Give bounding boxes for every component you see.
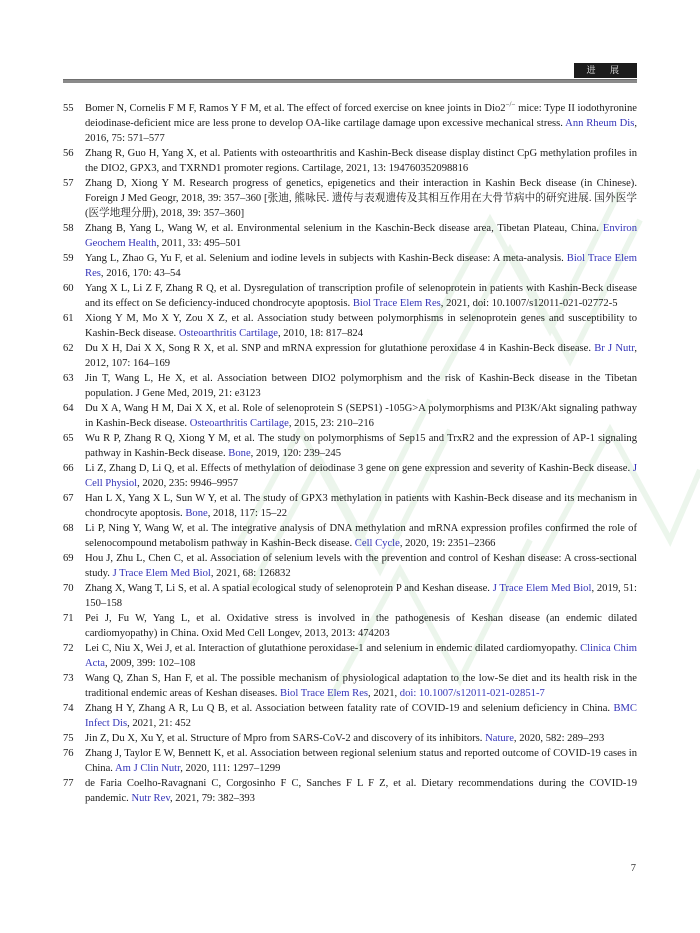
reference-number: 67 xyxy=(63,493,74,504)
journal-link[interactable]: Osteoarthritis Cartilage xyxy=(189,418,289,429)
reference-text: , 2009, 399: 102–108 xyxy=(105,658,196,669)
reference-text: Bomer N, Cornelis F M F, Ramos Y F M, et al. The effect of forced exercise on knee joints in Dio2 xyxy=(85,103,506,114)
reference-number: 76 xyxy=(63,748,74,759)
journal-link[interactable]: Clinica Chim Acta xyxy=(85,643,637,669)
journal-link[interactable]: Biol Trace Elem Res xyxy=(85,253,637,279)
running-head-label: 进 展 xyxy=(574,63,637,78)
reference-item xyxy=(63,581,637,611)
reference-text: Li P, Ning Y, Wang W, et al. The integrative analysis of DNA methylation and mRNA expression profiles confirmed the role of selenocompound metabolism pathway in Kashin-Beck disease. xyxy=(85,523,637,549)
reference-item xyxy=(63,551,637,581)
reference-item xyxy=(63,671,637,701)
reference-text: Han L X, Yang X L, Sun W Y, et al. The study of GPX3 methylation in patients with Kashin-Beck disease and its mechanism in chondrocyte apoptosis. xyxy=(85,493,637,519)
reference-text: , 2020, 111: 1297–1299 xyxy=(180,763,281,774)
reference-item xyxy=(63,701,637,731)
reference-item xyxy=(63,251,637,281)
reference-text: Yang L, Zhao G, Yu F, et al. Selenium and iodine levels in subjects with Kashin-Beck disease: A meta-analysis. xyxy=(85,253,567,264)
journal-link[interactable]: Cell Cycle xyxy=(354,538,400,549)
reference-text: Li Z, Zhang D, Li Q, et al. Effects of methylation of deiodinase 3 gene on gene expression and severity of Kashin-Beck disease. xyxy=(85,463,633,474)
journal-link[interactable]: Am J Clin Nutr xyxy=(115,763,181,774)
reference-item xyxy=(63,461,637,491)
reference-text: Du X H, Dai X X, Song R X, et al. SNP and mRNA expression for glutathione peroxidase 4 in Kashin-Beck disease. xyxy=(85,343,595,354)
journal-link[interactable]: J Trace Elem Med Biol xyxy=(492,583,592,594)
reference-number: 63 xyxy=(63,373,74,384)
reference-number: 75 xyxy=(63,733,74,744)
reference-text: Jin T, Wang L, He X, et al. Association between DIO2 polymorphism and the risk of Kashin-Beck disease in the Tibetan population. J Gene Med, 2019, 21: e3123 xyxy=(85,373,637,399)
reference-text: , 2021, 68: 126832 xyxy=(210,568,291,579)
reference-text: Zhang B, Yang L, Wang W, et al. Environmental selenium in the Kaschin-Beck disease area, Tibetan Plateau, China. xyxy=(85,223,603,234)
reference-text: , 2021, xyxy=(368,688,400,699)
reference-text: , 2016, 170: 43–54 xyxy=(100,268,181,279)
journal-link[interactable]: Br J Nutr xyxy=(594,343,635,354)
reference-text: Hou J, Zhu L, Chen C, et al. Association of selenium levels with the prevention and control of Keshan disease: A cross-sectional study. xyxy=(85,553,637,579)
reference-text: Jin Z, Du X, Xu Y, et al. Structure of Mpro from SARS-CoV-2 and discovery of its inhibitors. xyxy=(85,733,486,744)
journal-link[interactable]: BMC Infect Dis xyxy=(85,703,637,729)
journal-link[interactable]: J Trace Elem Med Biol xyxy=(112,568,211,579)
reference-number: 74 xyxy=(63,703,74,714)
reference-number: 70 xyxy=(63,583,74,594)
reference-list xyxy=(63,101,637,806)
reference-text: , 2016, 75: 571–577 xyxy=(85,118,637,144)
journal-link[interactable]: Environ Geochem Health xyxy=(85,223,637,249)
journal-link[interactable]: Nature xyxy=(485,733,514,744)
reference-text: Xiong Y M, Mo X Y, Zou X Z, et al. Association study between polymorphisms in selenoprotein genes and susceptibility to Kashin-Beck disease. xyxy=(85,313,637,339)
reference-number: 71 xyxy=(63,613,74,624)
reference-text: Lei C, Niu X, Wei J, et al. Interaction of glutathione peroxidase-1 and selenium in endemic dilated cardiomyopathy. xyxy=(85,643,581,654)
reference-item xyxy=(63,431,637,461)
reference-item xyxy=(63,491,637,521)
header-rule xyxy=(63,79,637,83)
reference-item xyxy=(63,146,637,176)
reference-number: 59 xyxy=(63,253,74,264)
reference-item xyxy=(63,641,637,671)
journal-link[interactable]: Osteoarthritis Cartilage xyxy=(178,328,278,339)
superscript-text: −/− xyxy=(505,100,516,109)
reference-number: 56 xyxy=(63,148,74,159)
reference-item xyxy=(63,731,637,746)
reference-item xyxy=(63,371,637,401)
reference-number: 57 xyxy=(63,178,74,189)
reference-number: 73 xyxy=(63,673,74,684)
reference-item xyxy=(63,611,637,641)
reference-text: Du X A, Wang H M, Dai X X, et al. Role of selenoprotein S (SEPS1) -105G>A polymorphisms and PI3K/Akt signaling pathway in Kashin-Beck disease. xyxy=(85,403,637,429)
reference-text: Wang Q, Zhan S, Han F, et al. The possible mechanism of physiological adaptation to the low-Se diet and its health risk in the traditional endemic areas of Keshan diseases. xyxy=(85,673,637,699)
reference-number: 58 xyxy=(63,223,74,234)
reference-text: , 2020, 235: 9946–9957 xyxy=(137,478,239,489)
reference-item xyxy=(63,176,637,221)
reference-item xyxy=(63,281,637,311)
reference-text: de Faria Coelho-Ravagnani C, Corgosinho F C, Sanches F L F Z, et al. Dietary recommendations during the COVID-19 pandemic. xyxy=(85,778,637,804)
journal-link[interactable]: Bone xyxy=(228,448,251,459)
journal-link[interactable]: J Cell Physiol xyxy=(85,463,637,489)
reference-item xyxy=(63,221,637,251)
reference-text: , 2011, 33: 495–501 xyxy=(156,238,242,249)
reference-text: , 2010, 18: 817–824 xyxy=(277,328,364,339)
reference-text: , 2012, 107: 164–169 xyxy=(85,343,637,369)
reference-number: 69 xyxy=(63,553,74,564)
reference-text: , 2019, 120: 239–245 xyxy=(250,448,341,459)
reference-text: , 2015, 23: 210–216 xyxy=(288,418,374,429)
reference-item xyxy=(63,401,637,431)
reference-number: 61 xyxy=(63,313,74,324)
reference-number: 62 xyxy=(63,343,74,354)
reference-number: 72 xyxy=(63,643,74,654)
reference-text: Zhang H Y, Zhang A R, Lu Q B, et al. Association between fatality rate of COVID-19 and selenium deficiency in China. xyxy=(85,703,614,714)
journal-link[interactable]: Bone xyxy=(185,508,208,519)
page-number: 7 xyxy=(630,863,636,874)
reference-number: 77 xyxy=(63,778,74,789)
reference-item xyxy=(63,341,637,371)
journal-link[interactable]: Ann Rheum Dis xyxy=(565,118,635,129)
reference-number: 55 xyxy=(63,103,74,114)
reference-item xyxy=(63,101,637,146)
reference-text: mice: Type II iodothyronine deiodinase-deficient mice are less prone to develop OA-like cartilage damage upon excessive mechanical stress. xyxy=(85,103,637,129)
reference-number: 68 xyxy=(63,523,74,534)
reference-text: Zhang R, Guo H, Yang X, et al. Patients with osteoarthritis and Kashin-Beck disease display distinct CpG methylation profiles in the DIO2, GPX3, and TXRND1 promoter regions. Cartilage, 2021, 13: 194760352098816 xyxy=(85,148,637,174)
reference-number: 65 xyxy=(63,433,74,444)
reference-text: , 2021, 21: 452 xyxy=(127,718,191,729)
reference-number: 60 xyxy=(63,283,74,294)
reference-text: Zhang X, Wang T, Li S, et al. A spatial ecological study of selenoprotein P and Keshan disease. xyxy=(85,583,493,594)
reference-text: Zhang J, Taylor E W, Bennett K, et al. Association between regional selenium status and reported outcome of COVID-19 cases in China. xyxy=(85,748,637,774)
reference-text: , 2020, 582: 289–293 xyxy=(513,733,605,744)
reference-item xyxy=(63,776,637,806)
reference-number: 64 xyxy=(63,403,74,414)
reference-item xyxy=(63,746,637,776)
reference-number: 66 xyxy=(63,463,74,474)
reference-text: Yang X L, Li Z F, Zhang R Q, et al. Dysregulation of transcription profile of selenoprotein in patients with Kashin-Beck disease and its effect on Se deficiency-induced chondrocyte apoptosis. xyxy=(85,283,637,309)
reference-text: Wu R P, Zhang R Q, Xiong Y M, et al. The study on polymorphisms of Sep15 and TrxR2 and the expression of AP-1 signaling pathway in Kashin-Beck disease. xyxy=(85,433,637,459)
reference-item xyxy=(63,521,637,551)
journal-link[interactable]: Nutr Rev xyxy=(131,793,170,804)
reference-text: Pei J, Fu W, Yang L, et al. Oxidative stress is involved in the pathogenesis of Keshan disease (an endemic dilated cardiomyopathy) in China. Oxid Med Cell Longev, 2013, 2013: 474203 xyxy=(85,613,637,639)
journal-link[interactable]: Biol Trace Elem Res xyxy=(352,298,441,309)
journal-link[interactable]: doi: 10.1007/s12011-021-02851-7 xyxy=(399,688,545,699)
reference-text: , 2021, doi: 10.1007/s12011-021-02772-5 xyxy=(440,298,618,309)
reference-text: Zhang D, Xiong Y M. Research progress of genetics, epigenetics and their interaction in Kashin Beck disease (in Chinese). Foreign J Med Geogr, 2018, 39: 357–360 [张迪, 熊咏民. 遗传与表观遗传及其相互作用在大骨节病中的研究进展. 国外医学(医学地理分册), 2018, 39: 357–360] xyxy=(85,178,637,219)
reference-text: , 2018, 117: 15–22 xyxy=(207,508,288,519)
reference-text: , 2019, 51: 150–158 xyxy=(85,583,637,609)
reference-text: , 2021, 79: 382–393 xyxy=(169,793,255,804)
reference-text: , 2020, 19: 2351–2366 xyxy=(399,538,496,549)
reference-item xyxy=(63,311,637,341)
journal-link[interactable]: Biol Trace Elem Res xyxy=(280,688,369,699)
